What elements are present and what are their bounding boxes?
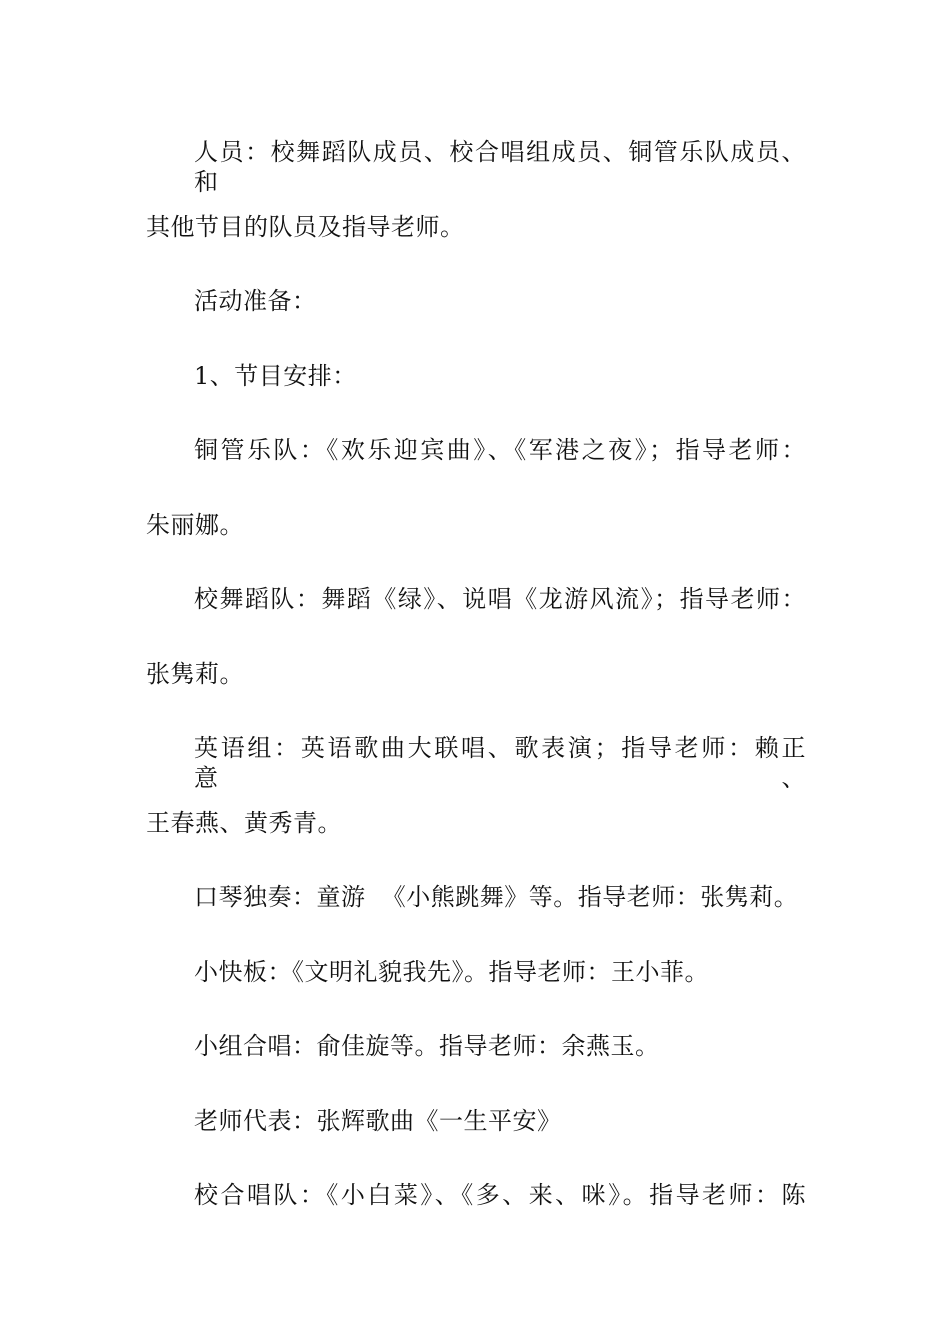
paragraph-line: 人员：校舞蹈队成员、校合唱组成员、铜管乐队成员、和 [194, 138, 806, 196]
paragraph-line: 其他节目的队员及指导老师。 [146, 213, 465, 241]
paragraph-line: 朱丽娜。 [146, 511, 244, 539]
paragraph-line: 英语组：英语歌曲大联唱、歌表演；指导老师：赖正意、 [194, 734, 806, 792]
paragraph-line: 校舞蹈队：舞蹈《绿》、说唱《龙游风流》；指导老师： [194, 585, 806, 613]
paragraph-line: 校合唱队：《小白菜》、《多、来、咪》。指导老师：陈 [194, 1181, 806, 1209]
subsection-heading: 1、节目安排： [194, 362, 357, 390]
paragraph-line: 老师代表：张辉歌曲《一生平安》 [194, 1107, 562, 1135]
paragraph-line: 铜管乐队：《欢乐迎宾曲》、《军港之夜》；指导老师： [194, 436, 806, 464]
paragraph-line: 小快板：《文明礼貌我先》。指导老师：王小菲。 [194, 958, 709, 986]
paragraph-line: 王春燕、黄秀青。 [146, 809, 342, 837]
paragraph-line: 口琴独奏：童游 《小熊跳舞》等。指导老师：张隽莉。 [194, 883, 799, 911]
section-heading: 活动准备： [194, 287, 317, 315]
paragraph-line: 小组合唱：俞佳旋等。指导老师：余燕玉。 [194, 1032, 660, 1060]
paragraph-line: 张隽莉。 [146, 660, 244, 688]
